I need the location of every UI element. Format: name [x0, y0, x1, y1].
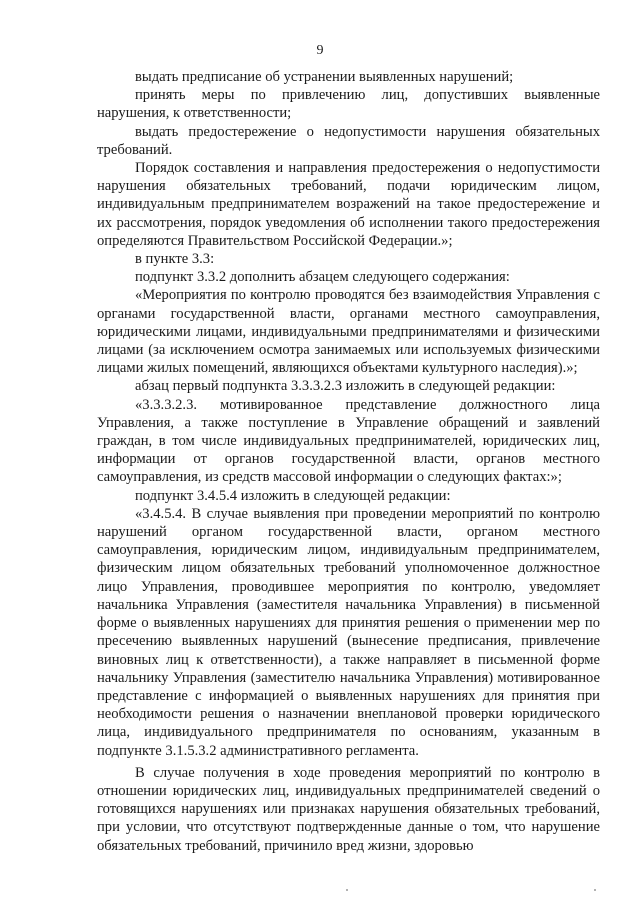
paragraph: выдать предписание об устранении выявленных нарушений; [135, 69, 514, 85]
paragraph: в пункте 3.3: [135, 251, 215, 268]
document-body [97, 68, 600, 855]
paragraph: «3.3.3.2.3. мотивированное представление должностного лица Управления, а также поступление в Управление обращений и заявлений граждан, в том числе индивидуальных предпринимателей, юридических лиц, информации от органов государственной власти, органов местного самоуправления, из средств массовой информации о следующих фактах:»; [97, 396, 600, 486]
scan-speck [594, 889, 596, 891]
page-number: 9 [316, 43, 324, 58]
paragraph: В случае получения в ходе проведения мероприятий по контролю в отношении юридических лиц, индивидуальных предпринимателей сведений о готовящихся нарушениях или признаках нарушения обязательных требований, при условии, что отсутствуют подтвержденные данные о том, что нарушение обязательных требований, причинило вред жизни, здоровью [97, 764, 600, 854]
paragraph: «Мероприятия по контролю проводятся без взаимодействия Управления с органами государственной власти, органами местного самоуправления, юридическими лицами, индивидуальными предпринимателями и физическими лицами (за исключением осмотра занимаемых или используемых физическими лицами жилых помещений, являющихся объектами культурного наследия).»; [97, 287, 600, 377]
paragraph: принять меры по привлечению лиц, допустивших выявленные нарушения, к ответственности; [97, 87, 600, 122]
paragraph: подпункт 3.3.2 дополнить абзацем следующего содержания: [135, 269, 510, 286]
paragraph: абзац первый подпункта 3.3.3.2.3 изложить в следующей редакции: [135, 378, 556, 395]
paragraph: «3.4.5.4. В случае выявления при проведении мероприятий по контролю нарушений органом государственной власти, органом местного самоуправления, юридическим лицом, индивидуальным предпринимателем, физическим лицом обязательных требований уполномоченное должностное лицо Управления, проводившее мероприятия по контролю, уведомляет начальника Управления (заместителя начальника Управления) в письменной форме о выявленных нарушениях для принятия решения о применении мер по пресечению выявленных нарушений (вынесение предписания, привлечение виновных лиц к ответственности), а также направляет в письменной форме начальнику Управления (заместителю начальника Управления) мотивированное представление с информацией о выявленных нарушениях для принятия при необходимости решения о назначении внеплановой проверки юридического лица, индивидуального предпринимателя по основаниям, указанным в подпункте 3.1.5.3.2 административного регламента. [97, 505, 600, 759]
paragraph: выдать предостережение о недопустимости нарушения обязательных требований. [97, 123, 600, 158]
paragraph: подпункт 3.4.5.4 изложить в следующей редакции: [135, 487, 451, 504]
paragraph: Порядок составления и направления предостережения о недопустимости нарушения обязательных требований, подачи юридическим лицом, индивидуальным предпринимателем возражений на такое предостережение и их рассмотрения, порядок уведомления об исполнении такого предостережения определяются Правительством Российской Федерации.»; [97, 160, 600, 249]
scan-speck [346, 889, 348, 891]
